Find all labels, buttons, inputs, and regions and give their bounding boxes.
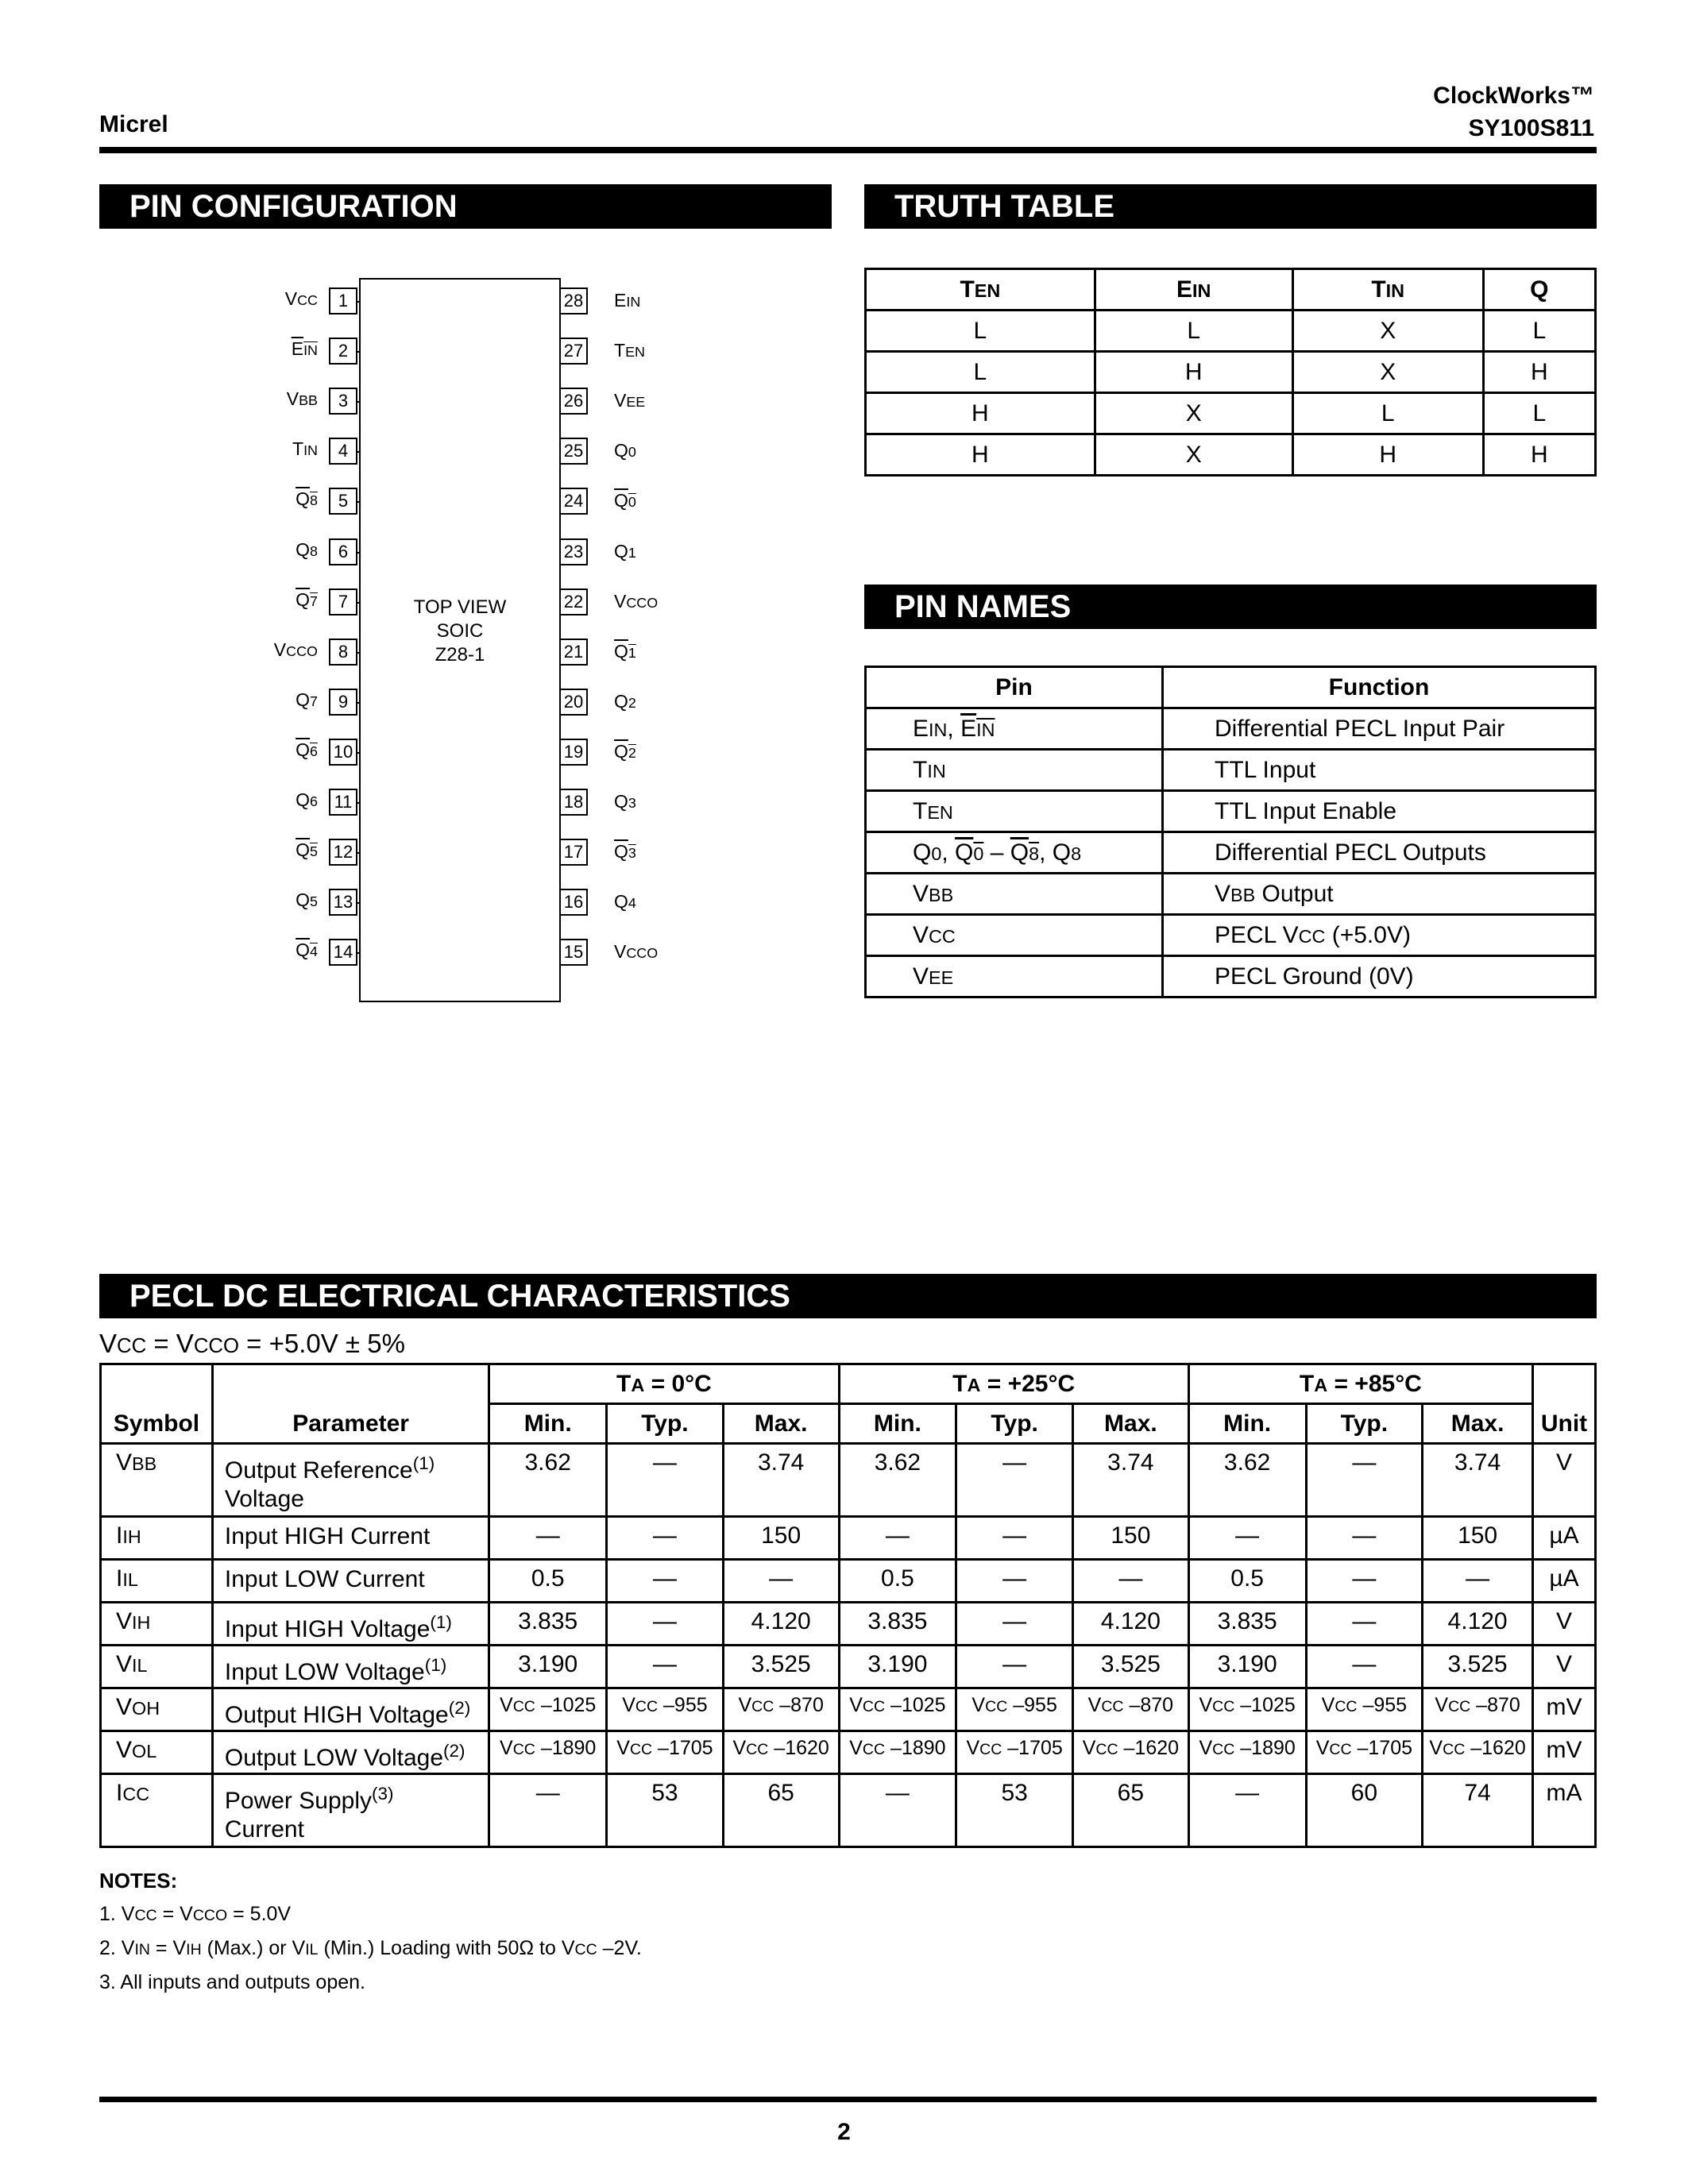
sub-col-header: Max.: [1072, 1404, 1188, 1444]
dc-value-cell: —: [607, 1560, 724, 1603]
sub-col-header: Max.: [1423, 1404, 1533, 1444]
dc-value-cell: VCC –1025: [839, 1688, 956, 1731]
pin-1-lead: [357, 301, 361, 303]
sub-col-header: Typ.: [607, 1404, 724, 1444]
pin-21-number: 21: [559, 639, 588, 666]
pin-18-label: Q3: [614, 791, 636, 812]
dc-value-cell: —: [1423, 1560, 1533, 1603]
truth-table: [864, 268, 1597, 477]
pin-name-row: [866, 750, 1596, 791]
package-label-1: TOP VIEW: [413, 596, 507, 618]
product-line: ClockWorks™: [1433, 83, 1594, 109]
pin-4-number: 4: [329, 438, 357, 465]
dc-value-cell: VCC –870: [723, 1688, 839, 1731]
dc-value-cell: —: [839, 1517, 956, 1560]
dc-value-cell: 4.120: [1072, 1603, 1188, 1646]
pin-config-title: PIN CONFIGURATION: [99, 184, 832, 229]
dc-value-cell: VCC –1620: [1423, 1731, 1533, 1774]
pin-15-number: 15: [559, 939, 588, 966]
pin-24-label: $\overline{Q}0$: [614, 490, 636, 511]
pin-12-lead: [357, 852, 361, 854]
header-rule: [99, 147, 1597, 153]
dc-value-cell: VCC –1705: [956, 1731, 1073, 1774]
pin-18-number: 18: [559, 789, 588, 816]
pin-26-label: VEE: [614, 390, 646, 411]
dc-parameter-cell: Power Supply$^{(3)}$ Current: [212, 1774, 489, 1847]
dc-symbol-cell: VOL: [101, 1731, 213, 1774]
note-item: 3. All inputs and outputs open.: [99, 1971, 365, 1993]
truth-cell: H: [1292, 434, 1483, 476]
pin-name-row: [866, 956, 1596, 997]
dc-value-cell: 3.74: [1423, 1444, 1533, 1517]
pin-25-number: 25: [559, 438, 588, 465]
dc-value-cell: 3.190: [489, 1646, 607, 1688]
pin-function-cell: PECL Ground (0V): [1163, 956, 1596, 997]
pin-function-cell: VBB Output: [1163, 874, 1596, 915]
truth-cell: X: [1292, 352, 1483, 393]
truth-cell: L: [866, 311, 1095, 352]
dc-value-cell: —: [1306, 1560, 1423, 1603]
dc-row: [101, 1646, 1596, 1688]
truth-row: [866, 311, 1596, 352]
pin-24-number: 24: [559, 488, 588, 515]
pin-10-lead: [357, 752, 361, 754]
sub-col-header: Typ.: [956, 1404, 1073, 1444]
dc-value-cell: —: [1306, 1517, 1423, 1560]
pin-17-number: 17: [559, 839, 588, 866]
pin-name-cell: Q0, $\overline{Q}0 - \overline{Q}8$, Q8: [866, 832, 1163, 874]
pin-name-row: [866, 874, 1596, 915]
dc-value-cell: VCC –1705: [607, 1731, 724, 1774]
truth-cell: H: [866, 434, 1095, 476]
pin-6-label: Q8: [295, 538, 318, 560]
dc-value-cell: 4.120: [1423, 1603, 1533, 1646]
pin-23-label: Q1: [614, 540, 636, 561]
dc-value-cell: VCC –870: [1423, 1688, 1533, 1731]
company-name: Micrel: [99, 111, 168, 137]
pin-function-cell: Differential PECL Input Pair: [1163, 708, 1596, 750]
pin-26-number: 26: [559, 388, 588, 415]
pin-20-number: 20: [559, 689, 588, 716]
dc-value-cell: 150: [1072, 1517, 1188, 1560]
dc-value-cell: 65: [723, 1774, 839, 1847]
pin-name-row: [866, 791, 1596, 832]
pin-11-number: 11: [329, 789, 357, 816]
truth-cell: L: [1483, 311, 1595, 352]
dc-condition: VCC = VCCO = +5.0V ± 5%: [99, 1329, 405, 1358]
note-item: 2. VIN = VIH (Max.) or VIL (Min.) Loading with 50Ω to VCC –2V.: [99, 1937, 642, 1959]
dc-value-cell: —: [489, 1774, 607, 1847]
truth-col-header-2: TIN: [1292, 269, 1483, 311]
pin-14-lead: [357, 952, 361, 954]
dc-value-cell: —: [956, 1603, 1073, 1646]
dc-value-cell: VCC –870: [1072, 1688, 1188, 1731]
pin-12-number: 12: [329, 839, 357, 866]
pin-14-number: 14: [329, 939, 357, 966]
pin-name-row: [866, 915, 1596, 956]
truth-row: [866, 434, 1596, 476]
dc-symbol-cell: VBB: [101, 1444, 213, 1517]
pin-21-label: $\overline{Q}1$: [614, 640, 636, 662]
pin-7-number: 7: [329, 588, 357, 615]
dc-value-cell: 3.62: [839, 1444, 956, 1517]
dc-parameter-cell: Output Reference$^{(1)}$ Voltage: [212, 1444, 489, 1517]
pin-3-lead: [357, 401, 361, 403]
dc-value-cell: VCC –1025: [489, 1688, 607, 1731]
pin-name-row: [866, 832, 1596, 874]
pin-function-cell: Differential PECL Outputs: [1163, 832, 1596, 874]
dc-value-cell: —: [607, 1646, 724, 1688]
truth-cell: H: [1095, 352, 1292, 393]
pin-19-number: 19: [559, 739, 588, 766]
pin-22-label: VCCO: [614, 590, 659, 612]
dc-value-cell: VCC –955: [956, 1688, 1073, 1731]
truth-table-title: TRUTH TABLE: [864, 184, 1597, 229]
notes: [99, 1865, 642, 1999]
pin-1-number: 1: [329, 287, 357, 314]
notes-title: NOTES:: [99, 1869, 178, 1893]
dc-value-cell: 3.525: [1072, 1646, 1188, 1688]
dc-symbol-cell: VIH: [101, 1603, 213, 1646]
sub-col-header: Typ.: [1306, 1404, 1423, 1444]
truth-cell: H: [1483, 434, 1595, 476]
pin-9-number: 9: [329, 689, 357, 716]
dc-unit-cell: V: [1532, 1603, 1595, 1646]
pin-10-number: 10: [329, 739, 357, 766]
dc-row: [101, 1603, 1596, 1646]
function-column-header: Function: [1163, 667, 1596, 708]
dc-value-cell: 4.120: [723, 1603, 839, 1646]
pin-name-cell: VCC: [866, 915, 1163, 956]
pin-name-cell: VEE: [866, 956, 1163, 997]
dc-unit-cell: mA: [1532, 1774, 1595, 1847]
dc-unit-cell: V: [1532, 1646, 1595, 1688]
dc-value-cell: VCC –955: [607, 1688, 724, 1731]
dc-unit-cell: µA: [1532, 1560, 1595, 1603]
dc-value-cell: 3.62: [489, 1444, 607, 1517]
dc-unit-cell: V: [1532, 1444, 1595, 1517]
dc-value-cell: 3.835: [839, 1603, 956, 1646]
pin-27-number: 27: [559, 338, 588, 365]
pin-13-label: Q5: [295, 889, 318, 911]
pin-10-label: $\overline{Q}6$: [295, 739, 318, 760]
pin-5-lead: [357, 501, 361, 503]
truth-col-header-0: TEN: [866, 269, 1095, 311]
dc-value-cell: —: [1306, 1646, 1423, 1688]
pin-3-label: VBB: [286, 388, 318, 410]
dc-value-cell: VCC –1620: [723, 1731, 839, 1774]
pin-9-label: Q7: [295, 689, 318, 710]
dc-value-cell: 60: [1306, 1774, 1423, 1847]
parameter-column-header: Parameter: [212, 1364, 489, 1444]
truth-col-header-3: Q: [1483, 269, 1595, 311]
truth-cell: H: [1483, 352, 1595, 393]
dc-value-cell: —: [956, 1444, 1073, 1517]
dc-unit-cell: mV: [1532, 1731, 1595, 1774]
pin-13-number: 13: [329, 889, 357, 916]
dc-symbol-cell: VIL: [101, 1646, 213, 1688]
pin-name-cell: VBB: [866, 874, 1163, 915]
pin-17-label: $\overline{Q}3$: [614, 841, 636, 862]
dc-parameter-cell: Output LOW Voltage$^{(2)}$: [212, 1731, 489, 1774]
truth-row: [866, 352, 1596, 393]
dc-value-cell: 53: [956, 1774, 1073, 1847]
dc-row: [101, 1731, 1596, 1774]
pin-name-row: [866, 708, 1596, 750]
pin-function-cell: PECL VCC (+5.0V): [1163, 915, 1596, 956]
pin-name-cell: TEN: [866, 791, 1163, 832]
dc-value-cell: —: [956, 1646, 1073, 1688]
dc-row: [101, 1774, 1596, 1847]
sub-col-header: Max.: [723, 1404, 839, 1444]
pin-8-label: VCCO: [273, 639, 318, 660]
pin-7-label: $\overline{Q}7$: [295, 588, 318, 610]
symbol-column-header: Symbol: [101, 1364, 213, 1444]
pin-28-number: 28: [559, 287, 588, 314]
pin-19-label: $\overline{Q}2$: [614, 740, 636, 762]
dc-symbol-cell: IIL: [101, 1560, 213, 1603]
pin-name-cell: EIN, $\overline{E}\overline{IN}$: [866, 708, 1163, 750]
truth-cell: X: [1095, 393, 1292, 434]
pin-16-number: 16: [559, 889, 588, 916]
pin-11-label: Q6: [295, 789, 318, 810]
dc-value-cell: —: [839, 1774, 956, 1847]
dc-value-cell: VCC –1620: [1072, 1731, 1188, 1774]
dc-value-cell: 3.74: [1072, 1444, 1188, 1517]
dc-row: [101, 1560, 1596, 1603]
dc-value-cell: 53: [607, 1774, 724, 1847]
dc-row: [101, 1688, 1596, 1731]
dc-value-cell: —: [723, 1560, 839, 1603]
pin-16-label: Q4: [614, 891, 636, 913]
truth-cell: L: [1483, 393, 1595, 434]
pin-names-table: [864, 666, 1597, 998]
pin-1-label: VCC: [284, 288, 318, 309]
truth-col-header-1: EIN: [1095, 269, 1292, 311]
dc-value-cell: VCC –955: [1306, 1688, 1423, 1731]
pin-4-label: TIN: [292, 438, 318, 460]
pin-5-label: $\overline{Q}8$: [295, 488, 318, 510]
dc-value-cell: 0.5: [489, 1560, 607, 1603]
pin-8-number: 8: [329, 639, 357, 666]
pin-28-label: EIN: [614, 290, 641, 311]
dc-value-cell: 3.74: [723, 1444, 839, 1517]
dc-value-cell: VCC –1890: [489, 1731, 607, 1774]
dc-symbol-cell: IIH: [101, 1517, 213, 1560]
pin-9-lead: [357, 702, 361, 704]
pin-7-lead: [357, 602, 361, 604]
package-label-2: SOIC: [436, 620, 484, 642]
dc-unit-cell: mV: [1532, 1688, 1595, 1731]
truth-row: [866, 393, 1596, 434]
dc-parameter-cell: Input LOW Current: [212, 1560, 489, 1603]
pin-25-label: Q0: [614, 440, 636, 461]
part-number: SY100S811: [1468, 115, 1594, 141]
pin-13-lead: [357, 902, 361, 904]
sub-col-header: Min.: [1188, 1404, 1306, 1444]
dc-row: [101, 1444, 1596, 1517]
pin-20-label: Q2: [614, 690, 636, 712]
pin-5-number: 5: [329, 488, 357, 515]
pin-names-title: PIN NAMES: [864, 585, 1597, 629]
dc-symbol-cell: VOH: [101, 1688, 213, 1731]
dc-value-cell: VCC –1025: [1188, 1688, 1306, 1731]
pin-8-lead: [357, 652, 361, 654]
pin-15-label: VCCO: [614, 941, 659, 963]
dc-value-cell: VCC –1890: [839, 1731, 956, 1774]
dc-value-cell: —: [956, 1560, 1073, 1603]
dc-value-cell: —: [1072, 1560, 1188, 1603]
dc-value-cell: 3.835: [489, 1603, 607, 1646]
dc-value-cell: 150: [1423, 1517, 1533, 1560]
dc-value-cell: 3.62: [1188, 1444, 1306, 1517]
pin-name-cell: TIN: [866, 750, 1163, 791]
dc-value-cell: 0.5: [1188, 1560, 1306, 1603]
dc-row: [101, 1517, 1596, 1560]
dc-parameter-cell: Input LOW Voltage$^{(1)}$: [212, 1646, 489, 1688]
pin-function-cell: TTL Input Enable: [1163, 791, 1596, 832]
dc-value-cell: —: [607, 1603, 724, 1646]
unit-column-header: Unit: [1532, 1364, 1595, 1444]
truth-cell: L: [1292, 393, 1483, 434]
dc-symbol-cell: ICC: [101, 1774, 213, 1847]
pin-23-number: 23: [559, 538, 588, 565]
dc-value-cell: 3.525: [723, 1646, 839, 1688]
temp-85-header: TA = +85°C: [1188, 1364, 1532, 1404]
temp-25-header: TA = +25°C: [839, 1364, 1188, 1404]
dc-value-cell: 65: [1072, 1774, 1188, 1847]
dc-value-cell: —: [1306, 1444, 1423, 1517]
pin-27-label: TEN: [614, 340, 645, 361]
dc-parameter-cell: Output HIGH Voltage$^{(2)}$: [212, 1688, 489, 1731]
dc-value-cell: VCC –1890: [1188, 1731, 1306, 1774]
dc-value-cell: 0.5: [839, 1560, 956, 1603]
dc-value-cell: 3.525: [1423, 1646, 1533, 1688]
pin-6-lead: [357, 552, 361, 554]
dc-value-cell: —: [1188, 1517, 1306, 1560]
dc-characteristics-table: [99, 1363, 1597, 1848]
truth-cell: H: [866, 393, 1095, 434]
dc-value-cell: 150: [723, 1517, 839, 1560]
pin-2-label: $\overline{E}\overline{IN}$: [291, 338, 318, 360]
pin-12-label: $\overline{Q}5$: [295, 839, 318, 861]
dc-value-cell: —: [607, 1444, 724, 1517]
truth-cell: X: [1292, 311, 1483, 352]
note-item: 1. VCC = VCCO = 5.0V: [99, 1903, 292, 1925]
footer-rule: [99, 2097, 1597, 2102]
dc-value-cell: 3.835: [1188, 1603, 1306, 1646]
dc-parameter-cell: Input HIGH Current: [212, 1517, 489, 1560]
pin-3-number: 3: [329, 388, 357, 415]
pin-14-label: $\overline{Q}4$: [295, 940, 318, 961]
pin-11-lead: [357, 802, 361, 804]
package-label-3: Z28-1: [435, 644, 485, 666]
pin-column-header: Pin: [866, 667, 1163, 708]
sub-col-header: Min.: [489, 1404, 607, 1444]
pin-2-lead: [357, 351, 361, 353]
dc-value-cell: 3.190: [1188, 1646, 1306, 1688]
dc-value-cell: 3.190: [839, 1646, 956, 1688]
pin-function-cell: TTL Input: [1163, 750, 1596, 791]
truth-cell: L: [866, 352, 1095, 393]
pin-4-lead: [357, 451, 361, 453]
dc-value-cell: VCC –1705: [1306, 1731, 1423, 1774]
pin-2-number: 2: [329, 338, 357, 365]
dc-value-cell: —: [956, 1517, 1073, 1560]
dc-unit-cell: µA: [1532, 1517, 1595, 1560]
dc-value-cell: 74: [1423, 1774, 1533, 1847]
truth-cell: X: [1095, 434, 1292, 476]
dc-value-cell: —: [489, 1517, 607, 1560]
dc-characteristics-title: PECL DC ELECTRICAL CHARACTERISTICS: [99, 1274, 1597, 1318]
sub-col-header: Min.: [839, 1404, 956, 1444]
truth-cell: L: [1095, 311, 1292, 352]
dc-value-cell: —: [607, 1517, 724, 1560]
dc-parameter-cell: Input HIGH Voltage$^{(1)}$: [212, 1603, 489, 1646]
page-number: 2: [837, 2119, 851, 2145]
dc-value-cell: —: [1188, 1774, 1306, 1847]
dc-value-cell: —: [1306, 1603, 1423, 1646]
temp-0-header: TA = 0°C: [489, 1364, 839, 1404]
pin-6-number: 6: [329, 538, 357, 565]
header-right: [1433, 79, 1594, 145]
pin-22-number: 22: [559, 588, 588, 615]
